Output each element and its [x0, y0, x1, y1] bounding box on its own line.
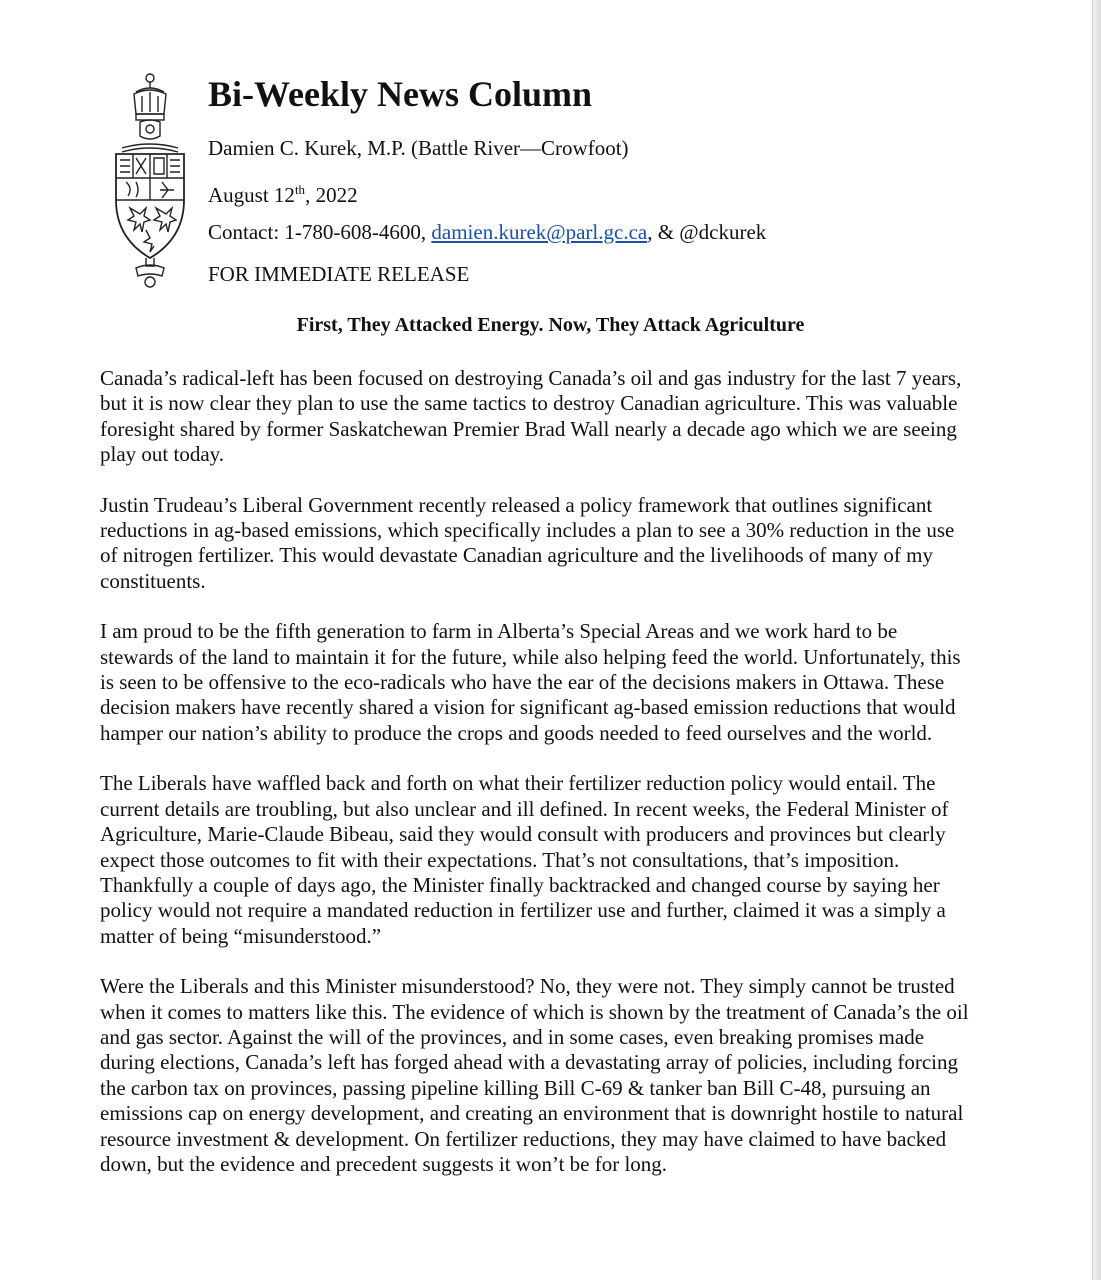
paragraph: The Liberals have waffled back and forth on what their fertilizer reduction policy would entail. The current details are troubling, but also unclear and ill defined. In recent weeks, the Federal Minister of Agriculture, Marie-Claude Bibeau, said they would consult with producers and provinces but clearly expect those outcomes to fit with their expectations. That’s not consultations, that’s imposition. Thankfully a couple of days ago, the Minister finally backtracked and changed course by saying her policy would not require a mandated reduction in fertilizer use and further, claimed it was a simply a matter of being “misunderstood.”: [100, 771, 949, 948]
paragraph: Were the Liberals and this Minister misunderstood? No, they were not. They simply cannot be trusted when it comes to matters like this. The evidence of which is shown by the treatment of Canada’s the oil and gas sector. Against the will of the provinces, and in some cases, even breaking promises made during elections, Canada’s left has forged ahead with a devastating array of policies, including forcing the carbon tax on provinces, passing pipeline killing Bill C-69 & tanker ban Bill C-48, pursuing an emissions cap on energy development, and creating an environment that is downright hostile to natural resource investment & development. On fertilizer reductions, they may have claimed to have backed down, but the evidence and precedent suggests it won’t be for long.: [100, 974, 969, 1176]
release-line: FOR IMMEDIATE RELEASE: [208, 262, 470, 286]
contact-phone: Contact: 1-780-608-4600,: [208, 220, 432, 244]
paragraph: Justin Trudeau’s Liberal Government recently released a policy framework that outlines significant reductions in ag-based emissions, which specifically includes a plan to see a 30% reduction in the use of nitrogen fertilizer. This would devastate Canadian agriculture and the livelihoods of many of my constituents.: [100, 492, 955, 593]
date-line: [208, 178, 358, 207]
paragraph: I am proud to be the fifth generation to farm in Alberta’s Special Areas and we work hard to be stewards of the land to maintain it for the future, while also helping feed the world. Unfortunately, this is seen to be offensive to the eco-radicals who have the ear of the decisions makers in Ottawa. These decision makers have recently shared a vision for significant ag-based emission reductions that would hamper our nation’s ability to produce the crops and goods needed to feed ourselves and the world.: [100, 619, 961, 745]
author-line: Damien C. Kurek, M.P. (Battle River—Crowfoot): [208, 136, 629, 160]
article-headline: First, They Attacked Energy. Now, They Attack Agriculture: [296, 314, 805, 336]
paragraph: Canada’s radical-left has been focused on destroying Canada’s oil and gas industry for the last 7 years, but it is now clear they plan to use the same tactics to destroy Canadian agriculture. This was valuable foresight shared by former Saskatchewan Premier Brad Wall nearly a decade ago which we are seeing play out today.: [100, 366, 962, 467]
contact-line: [208, 220, 766, 244]
date-ordinal: th: [294, 182, 306, 197]
coat-of-arms-icon: [106, 70, 194, 288]
date-year: , 2022: [305, 183, 358, 207]
page-title: Bi-Weekly News Column: [208, 74, 593, 114]
page-edge: [1092, 0, 1101, 1280]
article-body: [100, 366, 970, 1202]
contact-email-link[interactable]: damien.kurek@parl.gc.ca: [431, 220, 648, 244]
contact-handle: , & @dckurek: [647, 220, 767, 244]
column-header: [208, 72, 767, 286]
date-month-day: August 12: [208, 183, 295, 207]
